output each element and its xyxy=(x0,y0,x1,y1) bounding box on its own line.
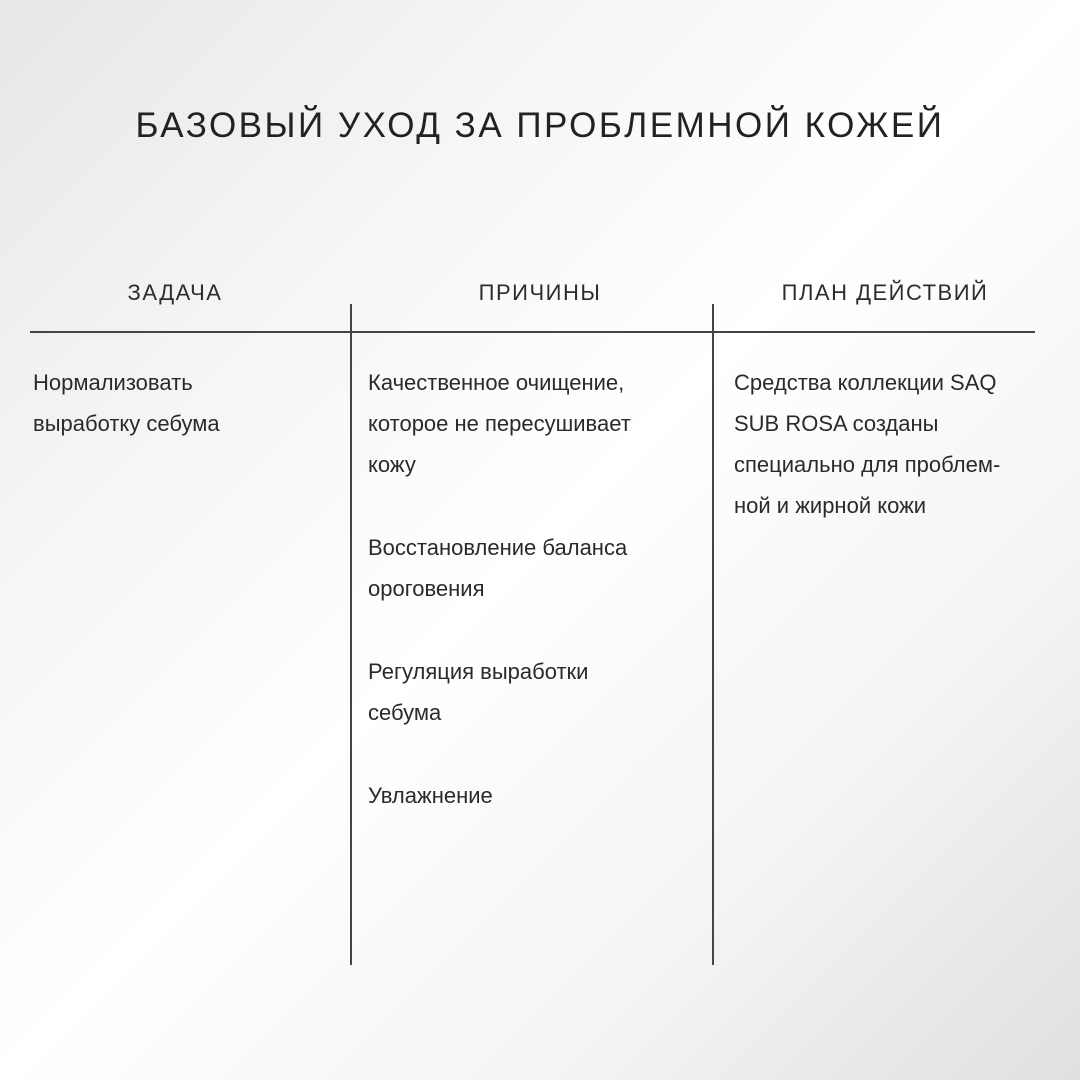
column-header-plan: ПЛАН ДЕЙСТВИЙ xyxy=(781,280,989,305)
cause-line: Качественное очищение, xyxy=(368,370,625,395)
cause-line: кожу xyxy=(368,452,416,477)
cause-line: Регуляция выработки xyxy=(368,659,589,684)
plan-line: специально для проблем- xyxy=(734,452,1001,477)
cause-line: ороговения xyxy=(368,576,485,601)
column-header-causes: ПРИЧИНЫ xyxy=(478,280,602,305)
column-divider-2 xyxy=(712,304,714,965)
cause-line: себума xyxy=(368,700,442,725)
task-line: Нормализовать xyxy=(33,370,193,395)
cause-item xyxy=(368,362,631,485)
header-divider xyxy=(30,331,1035,333)
causes-cell xyxy=(368,362,631,858)
plan-cell xyxy=(734,362,1000,526)
cause-line: Увлажнение xyxy=(368,783,493,808)
task-cell xyxy=(33,362,220,444)
cause-line: которое не пересушивает xyxy=(368,411,631,436)
plan-line: Средства коллекции SAQ xyxy=(734,370,997,395)
plan-line: ной и жирной кожи xyxy=(734,493,927,518)
cause-item xyxy=(368,527,631,609)
cause-item xyxy=(368,775,631,816)
task-line: выработку себума xyxy=(33,411,220,436)
column-divider-1 xyxy=(350,304,352,965)
column-header-task: ЗАДАЧА xyxy=(127,280,223,305)
cause-line: Восстановление баланса xyxy=(368,535,628,560)
plan-line: SUB ROSA созданы xyxy=(734,411,939,436)
cause-item xyxy=(368,651,631,733)
page-title: БАЗОВЫЙ УХОД ЗА ПРОБЛЕМНОЙ КОЖЕЙ xyxy=(135,106,945,145)
